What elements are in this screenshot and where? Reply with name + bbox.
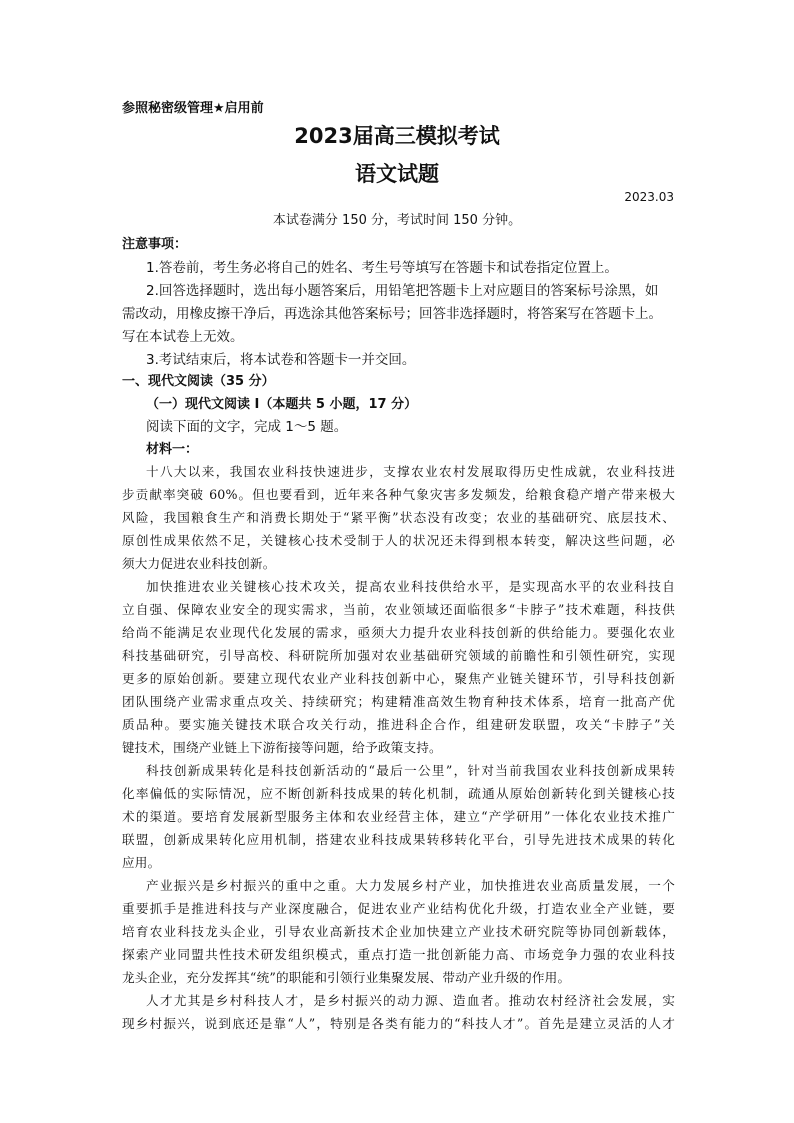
note-item-2-line-2: 需改动，用橡皮擦干净后，再选涂其他答案标号；回答非选择题时，将答案写在答题卡上。 — [122, 306, 662, 322]
note-item-2-line-3: 写在本试卷上无效。 — [122, 329, 244, 345]
passage-line: 风险，我国粮食生产和消费长期处于“紧平衡”状态没有改变；农业的基础研究、底层技术、 — [122, 510, 675, 525]
passage-line: 应用。 — [122, 855, 161, 870]
sub-section-heading: （一）现代文阅读 I（本题共 5 小题，17 分） — [146, 397, 418, 412]
notes-heading: 注意事项： — [122, 237, 188, 252]
passage-line: 十八大以来，我国农业科技快速进步，支撑农业农村发展取得历史性成就，农业科技进 — [146, 464, 675, 479]
material-label: 材料一： — [146, 442, 199, 457]
exam-date: 2023.03 — [624, 190, 674, 204]
passage-line: 联盟，创新成果转化应用机制，搭建农业科技成果转移转化平台，引导先进技术成果的转化 — [122, 832, 675, 847]
passage-line: 化率偏低的实际情况，应不断创新科技成果的转化机制，疏通从原始创新转化到关键核心技 — [122, 786, 675, 801]
passage-line: 科技基础研究，引导高校、科研院所加强对农业基础研究领域的前瞻性和引领性研究，实现 — [122, 648, 675, 663]
passage-line: 原创性成果依然不足，关键核心技术受制于人的状况还未得到根本转变，解决这些问题，必 — [122, 533, 675, 548]
passage-line: 加快推进农业关键核心技术攻关，提高农业科技供给水平，是实现高水平的农业科技自 — [146, 579, 675, 594]
passage-line: 步贡献率突破 60%。但也要看到，近年来各种气象灾害多发频发，给粮食稳产增产带来极大 — [122, 487, 675, 502]
passage-line: 键技术，围绕产业链上下游衔接等问题，给予政策支持。 — [122, 740, 442, 755]
passage-line: 重要抓手是推进科技与产业深度融合，促进农业产业结构优化升级，打造农业全产业链，要 — [122, 901, 675, 916]
passage-line: 现乡村振兴，说到底还是靠“人”，特别是各类有能力的“科技人才”。首先是建立灵活的人才 — [122, 1016, 675, 1031]
exam-title: 2023届高三模拟考试 — [294, 124, 500, 148]
exam-info: 本试卷满分 150 分，考试时间 150 分钟。 — [272, 213, 522, 228]
passage-line: 产业振兴是乡村振兴的重中之重。大力发展乡村产业，加快推进农业高质量发展，一个 — [146, 878, 675, 893]
passage-line: 立自强、保障农业安全的现实需求，当前，农业领域还面临很多“卡脖子”技术难题，科技供 — [122, 602, 675, 617]
note-item-3: 3.考试结束后，将本试卷和答题卡一并交回。 — [146, 352, 416, 368]
passage-line: 须大力促进农业科技创新。 — [122, 556, 276, 571]
passage-line: 培育农业科技龙头企业，引导农业高新技术企业加快建立产业技术研究院等协同创新载体， — [122, 924, 675, 939]
confidential-label: 参照秘密级管理★启用前 — [122, 101, 264, 116]
exam-subtitle: 语文试题 — [355, 162, 439, 186]
passage-line: 术的渠道。要培育发展新型服务主体和农业经营主体，建立“产学研用”一体化农业技术推广 — [122, 809, 675, 824]
passage-line: 科技创新成果转化是科技创新活动的“最后一公里”，针对当前我国农业科技创新成果转 — [146, 763, 675, 778]
passage-line: 人才尤其是乡村科技人才，是乡村振兴的动力源、造血者。推动农村经济社会发展，实 — [146, 993, 675, 1008]
passage-line: 龙头企业，充分发挥其“统”的职能和引领行业集聚发展、带动产业升级的作用。 — [122, 970, 571, 985]
section-heading: 一、现代文阅读（35 分） — [122, 374, 275, 389]
passage-line: 质品种。要实施关键技术联合攻关行动，推进科企合作，组建研发联盟，攻关“卡脖子”关 — [122, 717, 675, 732]
reading-instruction: 阅读下面的文字，完成 1～5 题。 — [146, 419, 348, 435]
passage-line: 给尚不能满足农业现代化发展的需求，亟须大力提升农业科技创新的供给能力。要强化农业 — [122, 625, 675, 640]
note-item-1: 1.答卷前，考生务必将自己的姓名、考生号等填写在答题卡和试卷指定位置上。 — [146, 260, 618, 276]
passage-line: 探索产业同盟共性技术研发组织模式，重点打造一批创新能力高、市场竞争力强的农业科技 — [122, 947, 675, 962]
passage-line: 更多的原始创新。要建立现代农业产业科技创新中心，聚焦产业链关键环节，引导科技创新 — [122, 671, 675, 686]
passage-line: 团队围绕产业需求重点攻关、持续研究；构建精准高效生物育种技术体系，培育一批高产优 — [122, 694, 675, 709]
note-item-2-line-1: 2.回答选择题时，选出每小题答案后，用铅笔把答题卡上对应题目的答案标号涂黑，如 — [146, 283, 659, 299]
